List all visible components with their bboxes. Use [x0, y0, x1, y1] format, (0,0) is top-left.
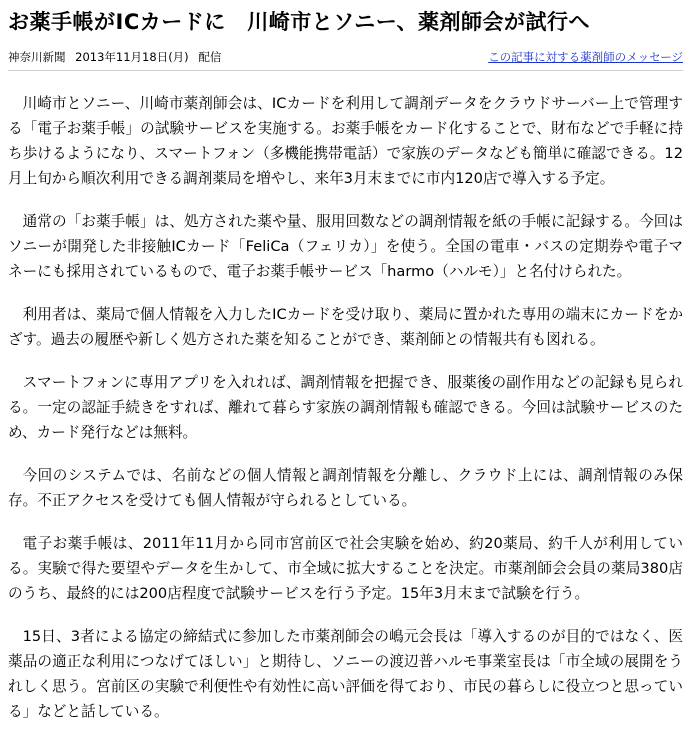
article-paragraph: 15日、3者による協定の締結式に参加した市薬剤師会の嶋元会長は「導入するのが目的ではなく、医薬品の適正な利用につなげてほしい」と期待し、ソニーの渡辺普ハルモ事業室長は「市全域の展開をうれしく思う。宮前区の実験で利便性や有効性に高い評価を得ており、市民の暮らしに役立つと思っている」などと話している。: [8, 628, 683, 720]
news-source: 神奈川新聞: [8, 50, 66, 64]
article-paragraph: スマートフォンに専用アプリを入れれば、調剤情報を把握でき、服薬後の副作用などの記録も見られる。一定の認証手続きをすれば、離れて暮らす家族の調剤情報も確認できる。今回は試験サービスのため、カード発行などは無料。: [8, 374, 683, 441]
publish-date: 2013年11月18日(月): [75, 50, 189, 64]
publish-date-suffix: 配信: [198, 50, 222, 64]
article-headline: お薬手帳がICカードに 川崎市とソニー、薬剤師会が試行へ: [8, 10, 590, 34]
article-paragraph: 利用者は、薬局で個人情報を入力したICカードを受け取り、薬局に置かれた専用の端末にカードをかざす。過去の履歴や新しく処方された薬を知ることができ、薬剤師との情報共有も図れる。: [8, 306, 683, 348]
article-meta: [8, 49, 683, 65]
article-paragraph: 通常の「お薬手帳」は、処方された薬や量、服用回数などの調剤情報を紙の手帳に記録する。今回はソニーが開発した非接触ICカード「FeliCa（フェリカ）」を使う。全国の電車・バスの定期券や電子マネーにも採用されているもので、電子お薬手帳サービス「harmo（ハルモ）」と名付けられた。: [8, 213, 683, 280]
pharmacist-message-link[interactable]: この記事に対する薬剤師のメッセージ: [488, 50, 683, 64]
article-paragraph: 川崎市とソニー、川崎市薬剤師会は、ICカードを利用して調剤データをクラウドサーバー上で管理する「電子お薬手帳」の試験サービスを実施する。お薬手帳をカード化することで、財布などで手軽に持ち歩けるようになり、スマートフォン（多機能携帯電話）で家族のデータなども簡単に確認できる。12月上旬から順次利用できる調剤薬局を増やし、来年3月末までに市内120店で導入する予定。: [8, 95, 683, 187]
byline: [8, 49, 221, 65]
article-paragraph: 今回のシステムでは、名前などの個人情報と調剤情報を分離し、クラウド上には、調剤情報のみ保存。不正アクセスを受けても個人情報が守られるとしている。: [8, 467, 683, 509]
article-body: [8, 91, 683, 724]
header-divider: [8, 70, 683, 71]
article-paragraph: 電子お薬手帳は、2011年11月から同市宮前区で社会実験を始め、約20薬局、約千人が利用している。実験で得た要望やデータを生かして、市全域に拡大することを決定。市薬剤師会会員の薬局380店のうち、最終的には200店程度で試験サービスを行う予定。15年3月末まで試験を行う。: [8, 535, 683, 602]
